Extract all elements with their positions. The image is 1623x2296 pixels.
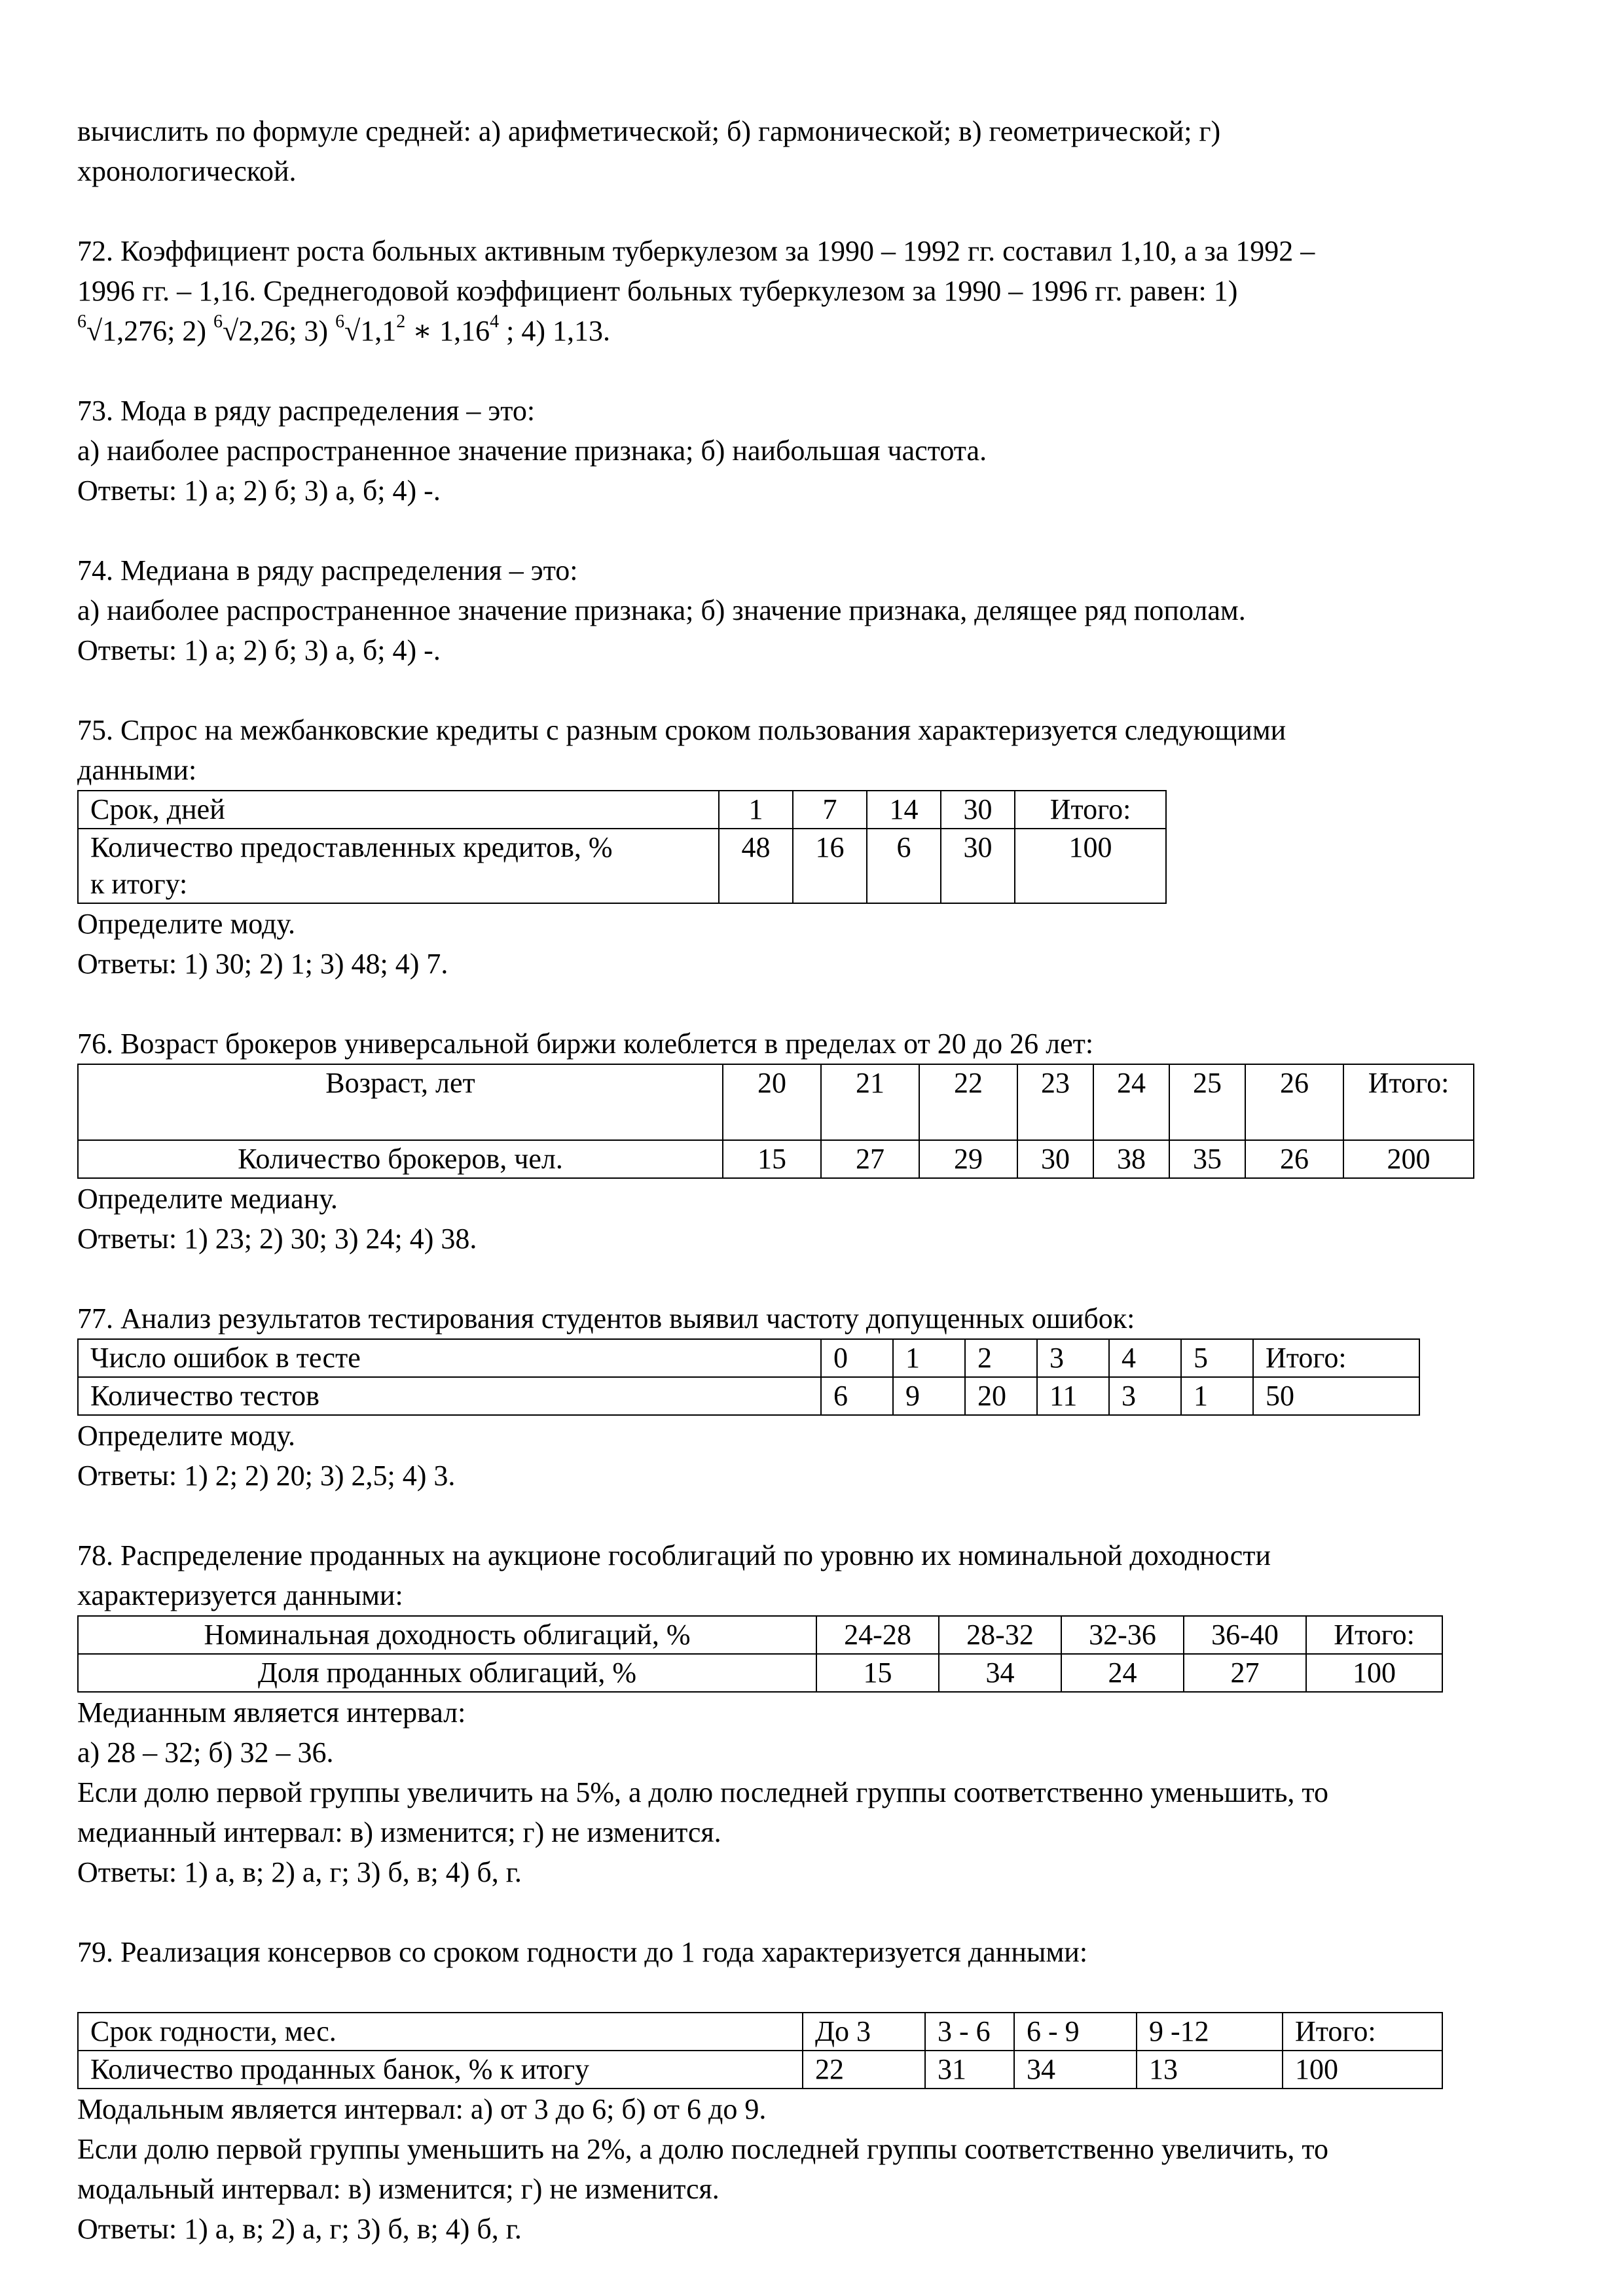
table-cell: Количество брокеров, чел. [78,1140,723,1178]
question-79 [77,1932,1544,2249]
text-line: Определите медиану. [77,1183,338,1215]
cell-line: Количество предоставленных кредитов, % [90,831,613,863]
table-cell: Возраст, лет [78,1064,723,1140]
table-row [78,1064,1474,1140]
table-cell: 22 [919,1064,1017,1140]
text-line: 78. Распределение проданных на аукционе гособлигаций по уровню их номинальной доходности [77,1539,1271,1571]
formula-part: ∗ 1,16 [405,315,490,347]
table-cell: 23 [1017,1064,1093,1140]
table-cell: Итого: [1283,2013,1442,2051]
table-cell: 0 [821,1339,893,1377]
text-line: 1996 гг. – 1,16. Среднегодовой коэффициент больных туберкулезом за 1990 – 1996 гг. равен: 1) [77,275,1238,307]
table-row [78,1140,1474,1178]
document-page [77,111,1544,2249]
exponent: 2 [396,312,406,332]
table-cell: 24 [1093,1064,1169,1140]
table-row [78,2013,1442,2051]
text-line: хронологической. [77,155,297,187]
table-cell: 100 [1283,2051,1442,2089]
table-cell: 16 [793,829,867,903]
answers-line: Ответы: 1) а, в; 2) а, г; 3) б, в; 4) б, г. [77,2213,522,2245]
table-cell: 34 [1014,2051,1137,2089]
table-cell: 20 [723,1064,821,1140]
text-line: медианный интервал: в) изменится; г) не изменится. [77,1816,721,1848]
table-cell: 3 [1037,1339,1109,1377]
question-72 [77,231,1544,351]
formula-part: √2,26; 3) [223,315,336,347]
answers-line: Ответы: 1) а; 2) б; 3) а, б; 4) -. [77,475,441,507]
text-line: 77. Анализ результатов тестирования студентов выявил частоту допущенных ошибок: [77,1302,1135,1335]
table-cell: 200 [1343,1140,1474,1178]
question-77 [77,1299,1544,1496]
cell-line: к итогу: [90,868,188,900]
text-line: вычислить по формуле средней: а) арифметической; б) гармонической; в) геометрической; г) [77,115,1221,147]
table-cell: Итого: [1306,1616,1442,1654]
text-line: а) 28 – 32; б) 32 – 36. [77,1736,334,1768]
table-cell: 34 [939,1654,1061,1692]
table-row [78,1654,1442,1692]
table-cell: Итого: [1253,1339,1419,1377]
table-cell: Срок, дней [78,791,719,829]
formula-part: √1,1 [344,315,397,347]
answers-line: Ответы: 1) 2; 2) 20; 3) 2,5; 4) 3. [77,1460,456,1492]
table-cell: 3 - 6 [925,2013,1014,2051]
table-cell: 7 [793,791,867,829]
table-cell: 100 [1306,1654,1442,1692]
text-line: Определите моду. [77,908,296,940]
table-cell: 26 [1245,1140,1343,1178]
table-cell: 27 [821,1140,919,1178]
text-line: характеризуется данными: [77,1579,403,1611]
question-78 [77,1535,1544,1892]
question-76 [77,1024,1544,1259]
text-line: а) наиболее распространенное значение признака; б) наибольшая частота. [77,435,987,467]
table-cell: 15 [816,1654,939,1692]
table-cell: Количество проданных банок, % к итогу [78,2051,803,2089]
table-cell: 6 - 9 [1014,2013,1137,2051]
text-line: Медианным является интервал: [77,1696,466,1729]
table-cell: 9 -12 [1137,2013,1283,2051]
loan-demand-table [77,790,1167,904]
root-index: 6 [213,312,223,332]
table-cell: 1 [719,791,793,829]
root-index: 6 [335,312,345,332]
text-line: 76. Возраст брокеров универсальной биржи колеблется в пределах от 20 до 26 лет: [77,1028,1094,1060]
table-cell: 100 [1015,829,1166,903]
table-cell: 22 [803,2051,925,2089]
table-cell: 29 [919,1140,1017,1178]
answers-line: Ответы: 1) 23; 2) 30; 3) 24; 4) 38. [77,1223,477,1255]
text-line: Если долю первой группы уменьшить на 2%, а долю последней группы соответственно увеличить, то [77,2133,1329,2165]
table-cell: 6 [867,829,941,903]
table-cell: 32-36 [1061,1616,1184,1654]
table-cell: 4 [1109,1339,1181,1377]
table-cell: 38 [1093,1140,1169,1178]
table-cell: Доля проданных облигаций, % [78,1654,816,1692]
table-cell: Итого: [1343,1064,1474,1140]
table-row [78,1616,1442,1654]
table-cell: 1 [1181,1377,1253,1415]
table-cell [78,829,719,903]
table-cell: 20 [965,1377,1037,1415]
table-cell: 15 [723,1140,821,1178]
table-cell: 5 [1181,1339,1253,1377]
table-cell: Число ошибок в тесте [78,1339,821,1377]
table-cell: 6 [821,1377,893,1415]
table-cell: 31 [925,2051,1014,2089]
table-cell: 9 [893,1377,965,1415]
table-cell: 27 [1184,1654,1306,1692]
bond-yield-table [77,1615,1443,1693]
answers-line: Ответы: 1) а, в; 2) а, г; 3) б, в; 4) б, г. [77,1856,522,1888]
text-line: модальный интервал: в) изменится; г) не изменится. [77,2173,720,2205]
text-line: 79. Реализация консервов со сроком годности до 1 года характеризуется данными: [77,1936,1088,1968]
table-row [78,1377,1419,1415]
table-cell: До 3 [803,2013,925,2051]
table-cell: 21 [821,1064,919,1140]
text-line: а) наиболее распространенное значение признака; б) значение признака, делящее ряд пополам. [77,594,1246,626]
formula-line [77,311,1544,351]
table-cell: 11 [1037,1377,1109,1415]
table-cell: 30 [941,791,1015,829]
table-cell: 1 [893,1339,965,1377]
exponent: 4 [490,312,500,332]
table-cell: 30 [1017,1140,1093,1178]
table-cell: 13 [1137,2051,1283,2089]
table-cell: 2 [965,1339,1037,1377]
table-cell: Количество тестов [78,1377,821,1415]
question-75 [77,710,1544,984]
table-cell: 30 [941,829,1015,903]
question-73 [77,391,1544,511]
table-cell: Срок годности, мес. [78,2013,803,2051]
table-cell: Номинальная доходность облигаций, % [78,1616,816,1654]
test-errors-table [77,1338,1420,1416]
question-74 [77,550,1544,670]
formula-part: ; 4) 1,13. [499,315,611,347]
table-cell: 26 [1245,1064,1343,1140]
broker-age-table [77,1064,1474,1179]
table-cell: 36-40 [1184,1616,1306,1654]
text-line: Определите моду. [77,1420,296,1452]
intro-paragraph [77,111,1544,191]
root-index: 6 [77,312,86,332]
text-line: 73. Мода в ряду распределения – это: [77,395,536,427]
table-row [78,1339,1419,1377]
text-line: Модальным является интервал: а) от 3 до 6; б) от 6 до 9. [77,2093,767,2125]
text-line: 72. Коэффициент роста больных активным туберкулезом за 1990 – 1992 гг. составил 1,10, а за 1992 – [77,235,1315,267]
formula-part: √1,276; 2) [86,315,214,347]
answers-line: Ответы: 1) 30; 2) 1; 3) 48; 4) 7. [77,948,448,980]
table-row [78,829,1166,903]
answers-line: Ответы: 1) а; 2) б; 3) а, б; 4) -. [77,634,441,666]
text-line: данными: [77,754,197,786]
table-cell: Итого: [1015,791,1166,829]
table-cell: 25 [1169,1064,1245,1140]
table-cell: 14 [867,791,941,829]
table-cell: 3 [1109,1377,1181,1415]
text-line: Если долю первой группы увеличить на 5%, а долю последней группы соответственно уменьшить, то [77,1776,1329,1808]
table-cell: 48 [719,829,793,903]
table-cell: 35 [1169,1140,1245,1178]
table-row [78,2051,1442,2089]
table-cell: 28-32 [939,1616,1061,1654]
text-line: 74. Медиана в ряду распределения – это: [77,554,578,586]
canned-goods-table [77,2012,1443,2089]
text-line: 75. Спрос на межбанковские кредиты с разным сроком пользования характеризуется следующими [77,714,1286,746]
table-cell: 24-28 [816,1616,939,1654]
table-cell: 50 [1253,1377,1419,1415]
table-row [78,791,1166,829]
table-cell: 24 [1061,1654,1184,1692]
